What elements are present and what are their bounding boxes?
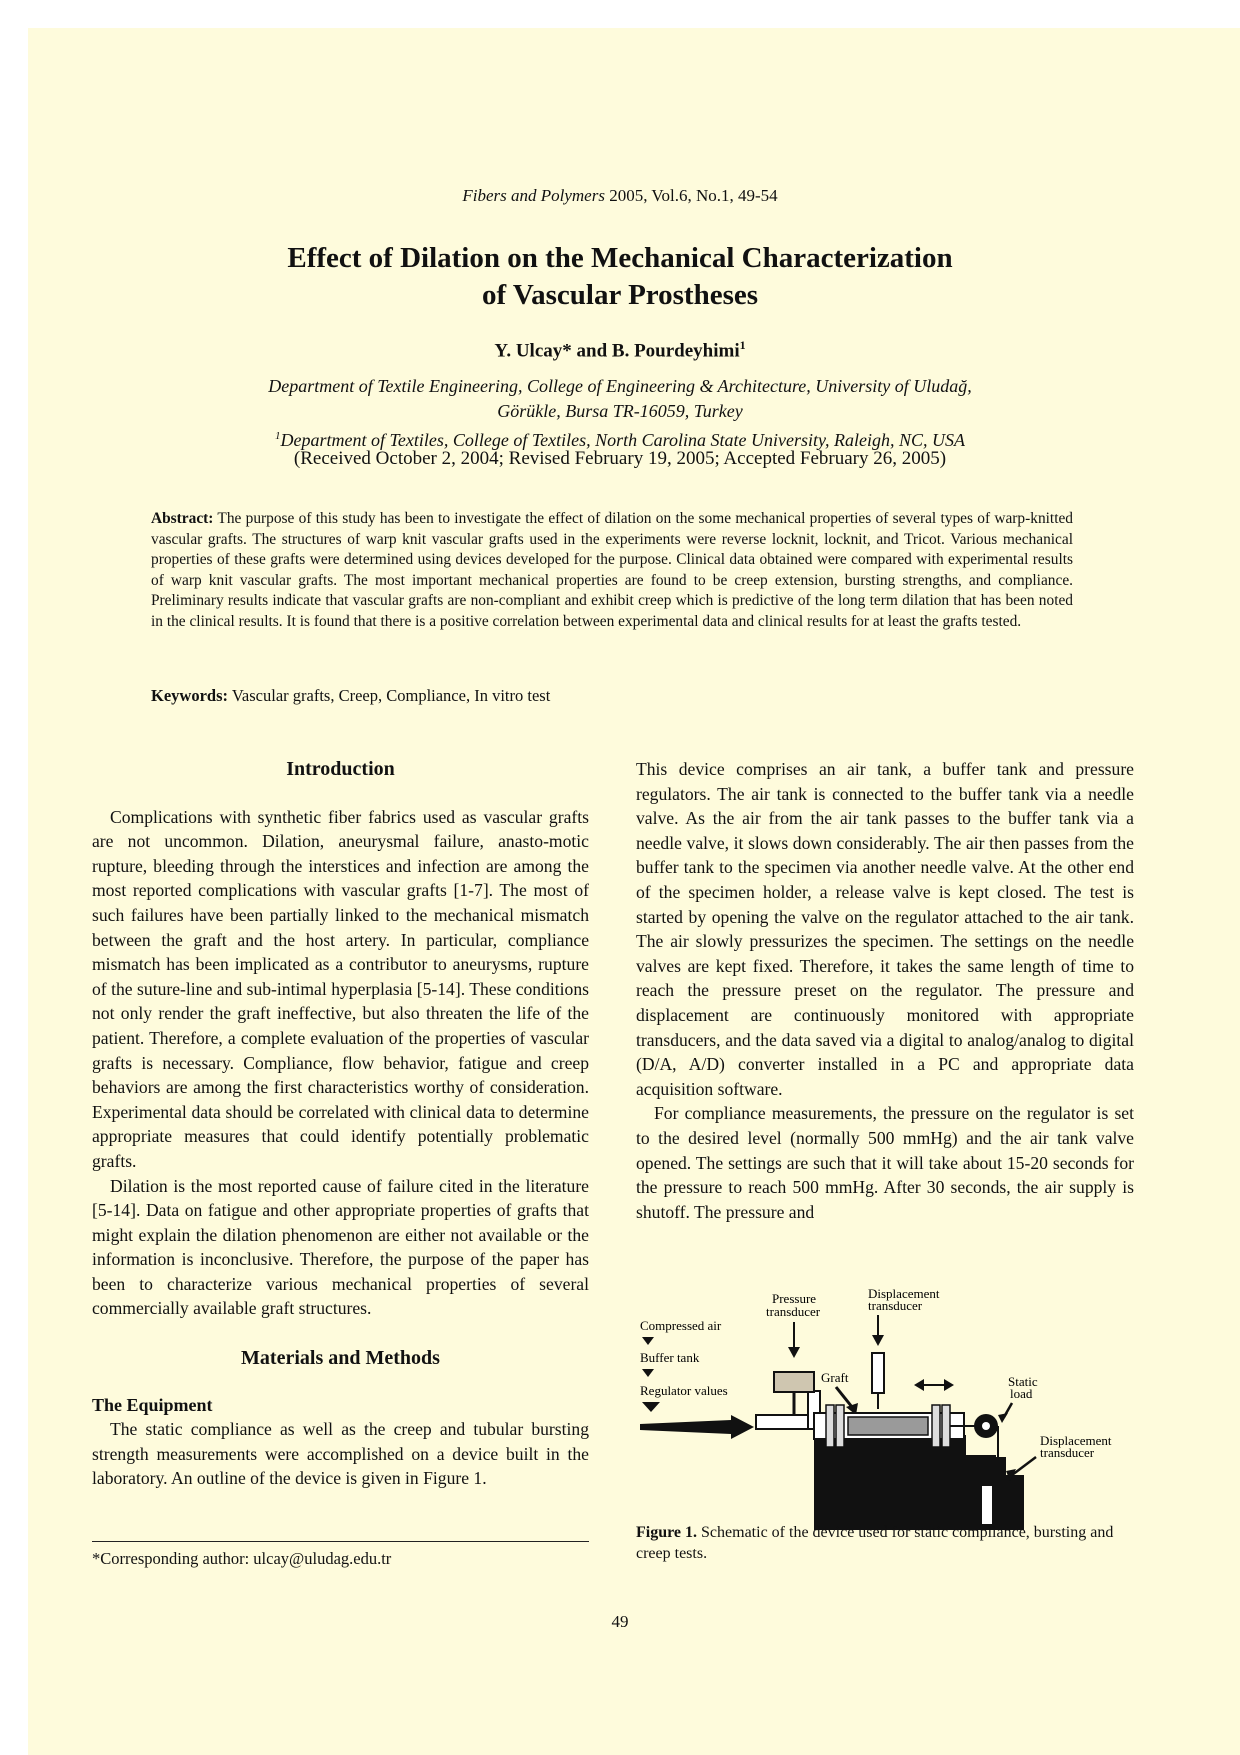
journal-citation <box>0 186 1240 206</box>
left-column <box>92 757 589 1491</box>
label-regulator: Regulator values <box>640 1383 728 1398</box>
figure-1 <box>636 1285 1136 1535</box>
arrow-right-icon <box>944 1379 954 1391</box>
arrow-down-icon <box>642 1402 660 1412</box>
label-graft: Graft <box>821 1370 849 1385</box>
keywords-text: Vascular grafts, Creep, Compliance, In vitro test <box>228 686 551 705</box>
compliance-paragraph: For compliance measurements, the pressure on the regulator is set to the desired level (normally 500 mmHg) and the air tank valve opened. The settings are such that it will take about 15-20 seconds for the pressure to reach 500 mmHg. After 30 seconds, the air supply is shutoff. The pressure and <box>636 1103 1134 1222</box>
arrow-down-icon <box>642 1369 654 1377</box>
equipment-heading: The Equipment <box>92 1394 213 1415</box>
graft-specimen <box>848 1417 928 1435</box>
static-load-weight <box>990 1457 1006 1475</box>
label-static-2: load <box>1010 1386 1033 1401</box>
introduction-heading: Introduction <box>286 758 395 780</box>
corresponding-author-footnote: *Corresponding author: ulcay@uludag.edu.tr <box>92 1549 392 1568</box>
author-sup: 1 <box>739 338 746 352</box>
label-buffer-tank: Buffer tank <box>640 1350 700 1365</box>
right-column <box>636 757 1134 1224</box>
label-displacement-top-2: transducer <box>868 1298 923 1313</box>
affiliations <box>0 374 1240 453</box>
caption-text: Schematic of the device used for static compliance, bursting and creep tests. <box>636 1524 1114 1562</box>
arrow-icon <box>998 1413 1008 1423</box>
arrow-down-icon <box>788 1347 800 1358</box>
label-displacement-top-1: Displacement <box>868 1286 940 1301</box>
equipment-paragraph: The static compliance as well as the creep and tubular bursting strength measurements were accomplished on a device built in the laboratory. An outline of the device is given in Figure 1. <box>92 1419 589 1489</box>
air-flow-arrow-icon <box>640 1415 754 1439</box>
label-static-1: Static <box>1008 1374 1038 1389</box>
materials-methods-heading: Materials and Methods <box>241 1347 440 1370</box>
intro-paragraph-1: Complications with synthetic fiber fabrics used as vascular grafts are not uncommon. Dilation, aneurysmal failure, anasto-motic rupture, bleeding through the interstices and infection are among the most reported complications with vascular grafts [1-7]. The most of such failures have been partially linked to the mechanical mismatch between the graft and the host artery. In particular, compliance mismatch has been implicated as a contributor to aneurysms, rupture of the suture-line and sub-intimal hyperplasia [5-14]. These conditions not only render the graft ineffective, but also threaten the life of the patient. Therefore, a complete evaluation of the properties of vascular grafts is necessary. Compliance, flow behavior, fatigue and creep behaviors are among the first characteristics worthy of consideration. Experimental data should be correlated with clinical data to determine appropriate measures that could identify potentially problematic grafts. <box>92 806 589 1171</box>
affiliation-sup: 1 <box>275 430 281 442</box>
received-dates: (Received October 2, 2004; Revised February 19, 2005; Accepted February 26, 2005) <box>293 448 947 469</box>
abstract-text: The purpose of this study has been to investigate the effect of dilation on the some mechanical properties of several types of warp-knitted vascular grafts. The structures of warp knit vascular grafts used in the experiments were reverse locknit, locknit, and Tricot. Various mechanical properties of these grafts were determined using devices developed for the purpose. Clinical data obtained were compared with experimental results of warp knit vascular grafts. The most important mechanical properties are found to be creep extension, bursting strengths, and compliance. Preliminary results indicate that vascular grafts are non-compliant and exhibit creep which is predictive of the long term dilation that has been noted in the clinical results. It is found that there is a positive correlation between experimental data and clinical results for at least the grafts tested. <box>151 510 1073 630</box>
device-paragraph: This device comprises an air tank, a buffer tank and pressure regulators. The air tank is connected to the buffer tank via a needle valve. As the air from the air tank passes to the buffer tank via a needle valve, it slows down considerably. The air then passes from the buffer tank to the specimen via another needle valve. At the other end of the specimen holder, a release valve is kept closed. The test is started by opening the valve on the regulator attached to the air tank. The air slowly pressurizes the specimen. The settings on the needle valves are kept fixed. Therefore, it takes the same length of time to reach the pressure preset on the regulator. The pressure and displacement are continuously monitored with appropriate transducers, and the data saved via a digital to analog/analog to digital (D/A, A/D) converter installed in a PC and appropriate data acquisition software. <box>636 759 1134 1099</box>
keywords <box>151 686 550 706</box>
arrow-down-icon <box>872 1335 884 1346</box>
figure-1-caption <box>636 1522 1134 1564</box>
displacement-transducer-right <box>981 1485 993 1525</box>
affiliation-line-3-text: Department of Textiles, College of Textiles, North Carolina State University, Raleigh, NC, USA <box>280 430 965 450</box>
title-line-2: of Vascular Prostheses <box>481 279 759 311</box>
caption-label: Figure 1. <box>636 1524 698 1541</box>
authors <box>0 338 1240 362</box>
pressure-transducer <box>774 1372 814 1392</box>
label-compressed-air: Compressed air <box>640 1318 722 1333</box>
page-number: 49 <box>611 1612 629 1631</box>
abstract <box>151 509 1073 632</box>
affiliation-line-1: Department of Textile Engineering, College of Engineering & Architecture, University of Uludağ, <box>268 376 972 396</box>
label-pressure-2: transducer <box>766 1304 821 1319</box>
arrow-left-icon <box>914 1379 924 1391</box>
device-schematic <box>636 1285 1136 1530</box>
label-displacement-right-2: transducer <box>1040 1445 1095 1460</box>
journal-info: 2005, Vol.6, No.1, 49-54 <box>604 186 778 205</box>
displacement-transducer-top <box>872 1353 884 1393</box>
label-pressure-1: Pressure <box>772 1291 817 1306</box>
intro-paragraph-2: Dilation is the most reported cause of failure cited in the literature [5-14]. Data on fatigue and other appropriate properties of grafts that might explain the dilation phenomenon are either not available or the information is inconclusive. Therefore, the purpose of the paper has been to characterize various mechanical properties of several commercially available graft structures. <box>92 1175 589 1319</box>
footnote-separator <box>92 1541 589 1542</box>
arrow-down-icon <box>642 1337 654 1345</box>
paper-title <box>0 240 1240 314</box>
label-displacement-right-1: Displacement <box>1040 1433 1112 1448</box>
abstract-label: Abstract: <box>151 510 214 527</box>
author-names: Y. Ulcay* and B. Pourdeyhimi <box>494 340 740 362</box>
keywords-label: Keywords: <box>151 686 228 705</box>
journal-name: Fibers and Polymers <box>462 186 605 205</box>
affiliation-line-2: Görükle, Bursa TR-16059, Turkey <box>497 401 743 421</box>
title-line-1: Effect of Dilation on the Mechanical Characterization <box>287 242 953 274</box>
